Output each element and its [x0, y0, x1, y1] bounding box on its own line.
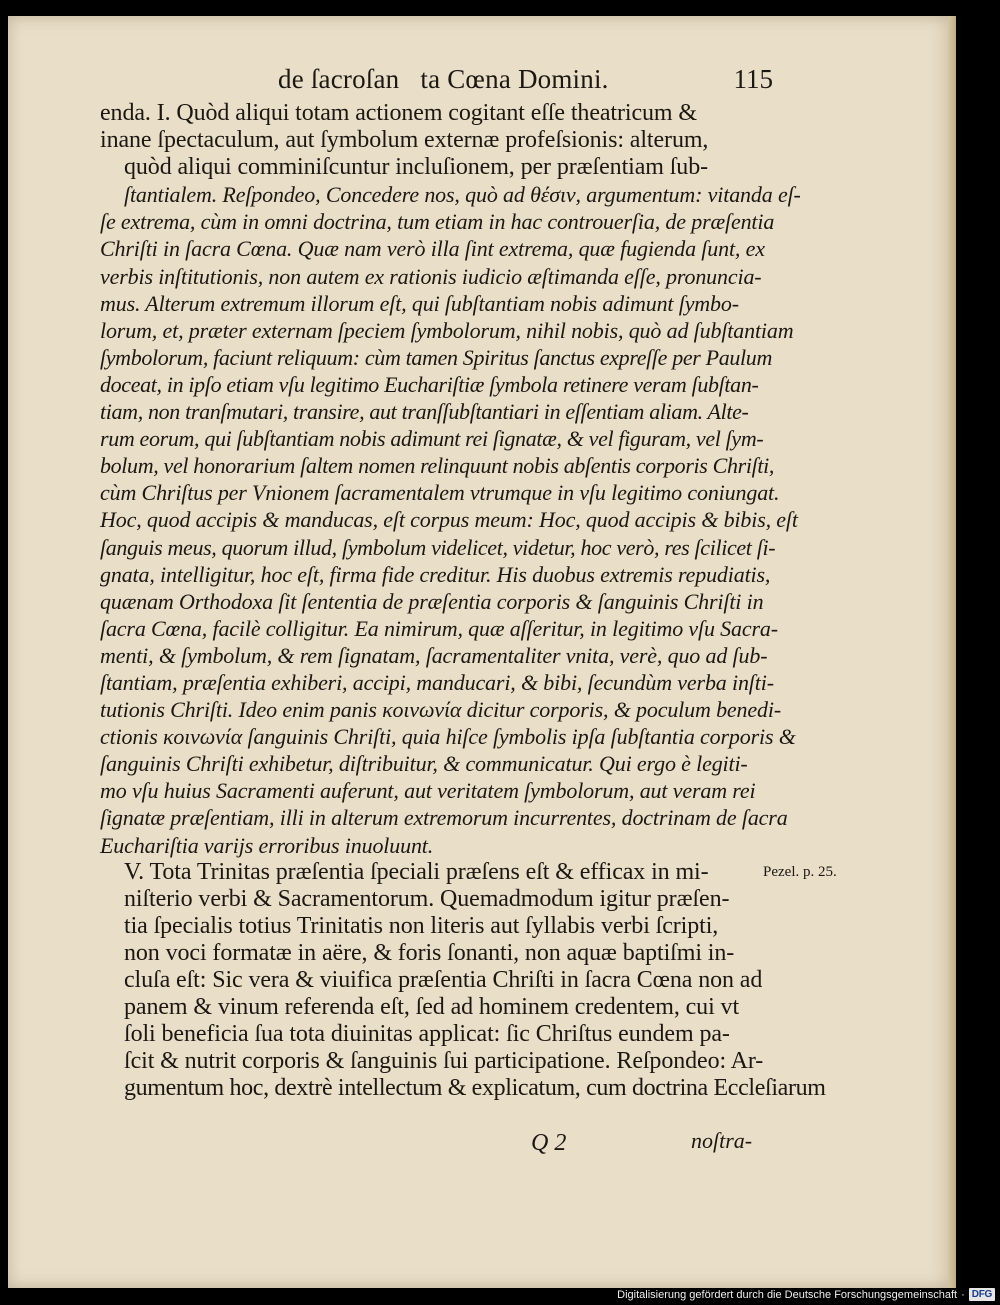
- text-line: lorum, et, præter externam ſpeciem ſymbolorum, nihil nobis, quò ad ſubſtantiam: [100, 317, 794, 343]
- text-line: mo vſu huius Sacramenti auferunt, aut veritatem ſymbolorum, aut veram rei: [100, 778, 756, 804]
- text-line: tutionis Chriſti. Ideo enim panis κοινωνία dicitur corporis, & poculum benedi-: [100, 697, 781, 723]
- marginal-note: Pezel. p. 25.: [763, 864, 837, 880]
- text-line: gumentum hoc, dextrè intellectum & explicatum, cum doctrina Eccleſiarum: [124, 1075, 826, 1102]
- text-line: ſignatæ præſentiam, illi in alterum extremorum incurrentes, doctrinam de ſacra: [100, 805, 788, 831]
- text-line: cluſa eſt: Sic vera & viuifica præſentia Chriſti in ſacra Cœna non ad: [124, 967, 763, 993]
- catchword: noſtra-: [691, 1128, 753, 1153]
- text-line: bolum, vel honorarium ſaltem nomen relinquunt nobis abſentis corporis Chriſti,: [100, 453, 775, 479]
- text-line: ſe extrema, cùm in omni doctrina, tum etiam in hac controuerſia, de præſentia: [100, 209, 775, 235]
- text-line: Hoc, quod accipis & manducas, eſt corpus meum: Hoc, quod accipis & bibis, eſt: [100, 507, 798, 533]
- text-line: inane ſpectaculum, aut ſymbolum externæ profeſsionis: alterum,: [100, 127, 709, 154]
- text-line: Euchariſtia varijs erroribus inuoluunt.: [100, 832, 434, 858]
- text-line: ſoli beneficia ſua tota diuinitas applicat: ſic Chriſtus eundem pa-: [124, 1021, 730, 1048]
- dfg-logo-icon: DFG: [969, 1288, 995, 1301]
- text-line: gnata, intelligitur, hoc eſt, firma fide creditur. His duobus extremis repudiatis,: [100, 561, 771, 587]
- text-line: ſymbolorum, faciunt reliquum: cùm tamen Spiritus ſanctus expreſſe per Paulum: [100, 344, 772, 370]
- text-line: ſcit & nutrit corporis & ſanguinis ſui participatione. Reſpondeo: Ar-: [124, 1048, 764, 1075]
- text-line: quænam Orthodoxa ſit ſententia de præſentia corporis & ſanguinis Chriſti in: [100, 588, 764, 614]
- text-line: cùm Chriſtus per Vnionem ſacramentalem vtrumque in vſu legitimo coniungat.: [100, 480, 780, 506]
- text-line: ſtantialem. Reſpondeo, Concedere nos, quò ad θέσιν, argumentum: vitanda eſ-: [124, 182, 801, 208]
- signature-mark: Q 2: [531, 1130, 567, 1156]
- text-line: ſtantiam, præſentia exhiberi, accipi, manducari, & bibi, ſecundùm verba inſti-: [100, 669, 774, 695]
- digitization-footer: Digitalisierung gefördert durch die Deutsche Forschungsgemeinschaft · DFG: [617, 1288, 995, 1301]
- text-line: panem & vinum referenda eſt, ſed ad hominem credentem, cui vt: [124, 994, 740, 1021]
- text-line: Chriſti in ſacra Cœna. Quæ nam verò illa ſint extrema, quæ fugienda ſunt, ex: [100, 236, 765, 262]
- text-line: verbis inſtitutionis, non autem ex rationis iudicio æſtimanda eſſe, pronuncia-: [100, 263, 762, 289]
- book-page: [8, 16, 956, 1288]
- running-title: de ſacroſanᷓta Cœna Domini.: [278, 64, 609, 94]
- text-line: quòd aliqui comminiſcuntur incluſionem, per præſentiam ſub-: [124, 154, 708, 181]
- text-line: ctionis κοινωνία ſanguinis Chriſti, quia hiſce ſymbolis ipſa ſubſtantia corporis &: [100, 724, 796, 750]
- page-number: 115: [733, 64, 773, 94]
- text-line: tia ſpecialis totius Trinitatis non literis aut ſyllabis verbi ſcripti,: [124, 912, 719, 939]
- text-line: non voci formatæ in aëre, & foris ſonanti, non aquæ baptiſmi in-: [124, 939, 735, 966]
- funding-credit: Digitalisierung gefördert durch die Deutsche Forschungsgemeinschaft: [617, 1288, 958, 1301]
- text-line: niſterio verbi & Sacramentorum. Quemadmodum igitur præſen-: [124, 885, 730, 912]
- text-line: ſanguinis Chriſti exhibetur, diſtribuitur, & communicatur. Qui ergo è legiti-: [100, 751, 748, 777]
- text-line: rum eorum, qui ſubſtantiam nobis adimunt rei ſignatæ, & vel figuram, vel ſym-: [100, 426, 764, 452]
- text-line: mus. Alterum extremum illorum eſt, qui ſubſtantiam nobis adimunt ſymbo-: [100, 290, 739, 316]
- text-line: ſanguis meus, quorum illud, ſymbolum videlicet, videtur, hoc verò, res ſcilicet ſi-: [100, 534, 776, 560]
- text-line: ſacra Cœna, facilè colligitur. Ea nimirum, quæ aſſeritur, in legitimo vſu Sacra-: [100, 615, 778, 641]
- text-line: tiam, non tranſmutari, transire, aut tranſſubſtantiari in eſſentiam aliam. Alte-: [100, 399, 749, 425]
- text-line: doceat, in ipſo etiam vſu legitimo Euchariſtiæ ſymbola retinere veram ſubſtan-: [100, 371, 759, 397]
- text-line: enda. I. Quòd aliqui totam actionem cogitant eſſe theatricum &: [100, 100, 697, 126]
- page-header: [108, 56, 771, 96]
- text-line: menti, & ſymbolum, & rem ſignatam, ſacramentaliter vnita, verè, quo ad ſub-: [100, 642, 768, 668]
- text-line: V. Tota Trinitas præſentia ſpeciali præſens eſt & efficax in mi-: [124, 858, 709, 885]
